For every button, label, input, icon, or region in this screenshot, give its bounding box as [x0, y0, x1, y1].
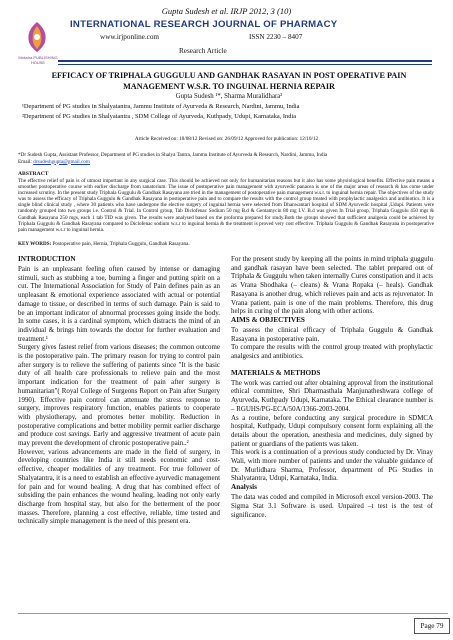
publisher-logo-text: Moksha PUBLISHING HOUSE	[18, 55, 58, 65]
paragraph: To assess the clinical efficacy of Triphala Guggulu & Gandhak Rasayana in postoperative pain.	[231, 325, 433, 343]
issn: ISSN 2230 – 8407	[249, 33, 303, 41]
paragraph: To compare the results with the control group treated with prophylactic analgesics and antibiotics.	[231, 343, 433, 361]
header-rule-thin	[58, 64, 432, 65]
corresponding-author-text: *Dr Sudesh Gupta, Assistant Professor, Department of PG studies in Shalya Tantra, Jammu Institute of Ayurveda & Research, Nardini, Jammu, India	[18, 152, 328, 158]
article-type: Research Article	[179, 47, 227, 55]
paragraph: However, various advancements are made in the field of surgery, in developing countries like India it still needs economic and cost-effective, cheaper modalities of any treatment. For true follower of Shalyatantra, it is a need to establish an effective ayurvedic management for pain and for wound healing. A drug that has combined effect of subsiding the pain enhances the wound healing, leading not only early discharge from hospital stay, but also for the betterment of the poor masses. Therefore, planning a cost effective, reliable, time tested and technically simple management is the need of this present era.	[18, 447, 220, 526]
corresponding-author	[18, 152, 434, 165]
header-rule	[58, 60, 432, 62]
section-heading-analysis: Analysis	[231, 483, 257, 492]
article-dates: Article Received on: 18/08/12 Revised on: 26/09/12 Approved for publication: 12/10/12	[134, 136, 319, 142]
title-line: EFFICACY OF TRIPHALA GUGGULU AND GANDHAK RASAYAN IN POST OPERATIVE PAIN	[51, 71, 407, 80]
abstract-text: The effective relief of pain is of utmost important in any surgical case. This should be achieved not only for humanitarian reasons but it also has some physiological benefits. Effective pain means a smoother postoperative course with earlier discharge from sanatorium. The issue of postoperative pain management with ayurvedic panacea is one of the major areas of research & has come under increased scrutiny. In the present study Triphala Guggulu & Gandhak Rasayana are tried in the management of postoperative pain management w.s.r. to inguinal hernia repair. The objectives of the study was to assess the efficacy of Triphala Guggulu & Gandhak Rasayana in postoperative pain and to compare the results with the control group treated with prophylactic analgesics and antibiotics. It is a single blind clinical study , where 30 patients who have undergone the elective surgery of inguinal hernia were selected from Dhanwantari hospital of SDM Ayurvedic hospital ,Udupi. Patients were randomly grouped into two groups i.e. Control & Trial. In Control group, Tab Diclofenac Sodium 50 mg B.d & Gentamycin 80 mg I.V. B.d was given In Trial group, Triphala Guggulu 450 mgs & Gandhak Rasayana 250 mgs, each 1 tab TID was given. The results were analysed based on the proforma prepared for study.Both the groups showed that sufficient analgesia could be achieved by Triphala Guggulu & Gandhak Rasayana compared to Diclofenac sodium w.s.r to inguinal hernia & the treatment is proved very cost effective. Triphala Guggulu & Gandhak Rasayana in postoperative pain management w.s.r to inguinal hernia.	[18, 178, 434, 233]
section-heading-methods: MATERIALS & METHODS	[231, 368, 321, 377]
authors: Gupta Sudesh ¹*, Sharma Muralidhara²	[175, 93, 283, 100]
section-heading-aims: AIMS & OBJECTIVES	[231, 315, 305, 324]
journal-website-link[interactable]: www.irjponline.com	[100, 33, 160, 41]
email-label: Email:	[18, 158, 32, 165]
keywords	[18, 241, 434, 247]
paragraph: The data was coded and compiled in Microsoft excel version-2003. The Sigma Stat 3.1 Software is used. Unpaired –t test is the test of significance.	[231, 493, 433, 519]
title-line: MANAGEMENT W.S.R. TO INGUINAL HERNIA REPAIR	[123, 81, 335, 91]
right-column	[231, 255, 433, 519]
paragraph: Pain is an unpleasant feeling often caused by intense or damaging stimuli, such as stubbing a toe, burning a finger and putting spirit on a cut. The International Association for Study of Pain defines pain as an unpleasant & emotional experience associated with actual or potential damage to tissue, or described in terms of such damage. Pain is said to be an important indicator of abnormal processes going inside the body. In some cases, it is a cardinal symptom, which distracts the mind of an individual & brings him towards the doctor for further evaluation and treatment.¹	[18, 265, 220, 343]
paragraph: As a routine, before conducting any surgical procedure in SDMCA hospital, Kuthpady, Udupi compulsory consent form explaining all the details about the operation, anesthesia and medicines, duly signed by patient or guardians of the patients was taken.	[231, 413, 433, 448]
affiliation-2: ²Department of PG studies in Shalyatantra , SDM College of Ayurveda, Kuthpady, Udupi, Karnataka, India	[22, 113, 297, 120]
page-number: Page 79	[414, 618, 450, 634]
keywords-text: Postoperative pain, Hernia, Triphala Guggulu, Gandhak Rasayana.	[52, 241, 190, 247]
section-heading-introduction: INTRODUCTION	[18, 255, 76, 263]
paragraph: The work was carried out after obtaining approval from the institutional ethical committee, Shri Dharmasthala Manjunatheshwara college of Ayurveda, Kuthpady Udupi, Karnataka. The Ethical clearance number is – RGUHS/PG-ECA/50A/1366-2003-2004.	[231, 378, 433, 413]
running-head: Gupta Sudesh et al. IRJP 2012, 3 (10)	[161, 6, 292, 16]
email-link[interactable]: drsudeshgupta@gmail.com	[33, 158, 90, 165]
affiliation-1: ¹Department of PG studies in Shalyatantra, Jammu Institute of Ayurveda & Research, Nardini, Jammu, India	[22, 103, 300, 110]
paragraph: This work is a continuation of a previous study conducted by Dr. Vinay Wali, with more number of patients and under the valuable guidance of Dr. Murlidhara Sharma, Professor, department of PG Studies in Shalyatantra, Udupi, Karnataka, India.	[231, 448, 433, 483]
article-title	[34, 71, 424, 92]
paragraph: For the present study by keeping all the points in mind triphala guggulu and gandhak rasayan have been selected. The tablet prepared out of Triphala & Guggulu when taken internally Cures constipation and it acts as Vrana Shodhaka (– cleans) & Vrana Ropaka (– heals). Gandhak Rasayana is another drug, which relieves pain and acts as rejuvenator. In Vrana patient, pain is one of the main problems. Therefore, this drug helps in curing of the pain along with other actions.	[231, 255, 433, 316]
paragraph: Surgery gives fastest relief from various diseases; the common outcome is the postoperative pain. The primary reason for trying to control pain after surgery is to relieve the suffering of patients since "It is the basic duty of all health care professionals to relieve pain and the most important indication for the treatment of pain after surgery is humanitarian"( Royal College of Surgeons Report on Pain after Surgery 1990). Effective pain control can attenuate the stress response to surgery, improves respiratory function, enables patients to cooperate with physiotherapy, and promotes better mobility. Reduction in postoperative complications and better mobility permit earlier discharge and produce cost savings. Early and aggressive treatment of acute pain may prevent the development of chronic postoperative pain..²	[18, 343, 220, 448]
url-line	[100, 33, 303, 41]
footer-rule	[18, 613, 448, 614]
abstract-heading: ABSTRACT	[18, 171, 49, 177]
keywords-label: KEY WORDS:	[18, 241, 52, 247]
publisher-logo-icon	[24, 20, 50, 54]
left-column	[18, 255, 220, 526]
journal-name: INTERNATIONAL RESEARCH JOURNAL OF PHARMACY	[70, 19, 338, 30]
